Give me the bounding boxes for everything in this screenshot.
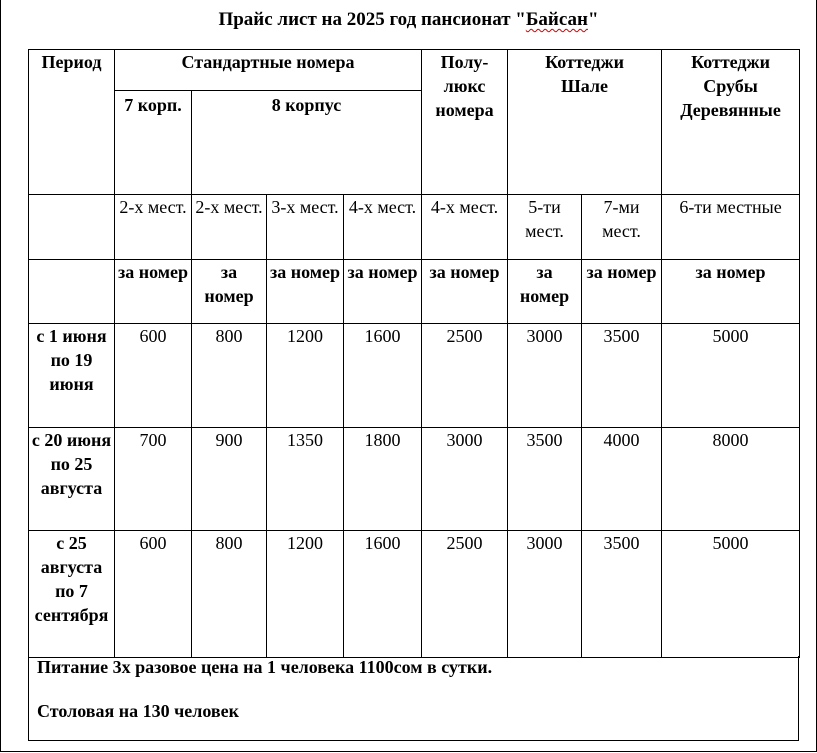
price-cell: 3000: [508, 531, 582, 658]
header-building-7: 7 корп.: [115, 91, 192, 195]
price-cell: 1350: [267, 428, 344, 531]
price-cell: 1800: [344, 428, 422, 531]
price-cell: 3000: [508, 324, 582, 428]
period-cell: с 25 августа по 7 сентября: [29, 531, 115, 658]
price-cell: 800: [192, 324, 267, 428]
document-title: Прайс лист на 2025 год пансионат "Байсан": [218, 9, 599, 30]
unit-cell: за номер: [582, 260, 662, 324]
unit-cell-empty: [29, 260, 115, 324]
capacity-cell: 5-ти мест.: [508, 195, 582, 260]
price-cell: 1600: [344, 324, 422, 428]
price-cell: 5000: [662, 324, 800, 428]
price-cell: 5000: [662, 531, 800, 658]
price-cell: 4000: [582, 428, 662, 531]
price-table: [28, 49, 800, 658]
header-standard: Стандартные номера: [115, 50, 422, 91]
unit-cell: за номер: [115, 260, 192, 324]
price-cell: 8000: [662, 428, 800, 531]
price-cell: 800: [192, 531, 267, 658]
price-cell: 3500: [508, 428, 582, 531]
unit-cell: за номер: [508, 260, 582, 324]
price-cell: 1200: [267, 531, 344, 658]
capacity-cell: 3-х мест.: [267, 195, 344, 260]
price-cell: 2500: [422, 531, 508, 658]
unit-row: [29, 260, 800, 324]
price-cell: 600: [115, 324, 192, 428]
capacity-cell: 6-ти местные: [662, 195, 800, 260]
capacity-cell-empty: [29, 195, 115, 260]
price-cell: 900: [192, 428, 267, 531]
price-row: [29, 428, 800, 531]
price-cell: 2500: [422, 324, 508, 428]
price-cell: 3000: [422, 428, 508, 531]
price-row: [29, 324, 800, 428]
capacity-cell: 4-х мест.: [344, 195, 422, 260]
period-cell: с 1 июня по 19 июня: [29, 324, 115, 428]
header-period: Период: [29, 50, 115, 195]
price-cell: 1600: [344, 531, 422, 658]
price-cell: 700: [115, 428, 192, 531]
unit-cell: за номер: [662, 260, 800, 324]
header-chalet: Коттеджи Шале: [508, 50, 662, 195]
unit-cell: за номер: [267, 260, 344, 324]
price-row: [29, 531, 800, 658]
unit-cell: за номер: [344, 260, 422, 324]
header-semi-lux: Полу- люкс номера: [422, 50, 508, 195]
unit-cell: за номер: [422, 260, 508, 324]
canteen-note: Столовая на 130 человек: [37, 701, 239, 721]
capacity-row: [29, 195, 800, 260]
price-cell: 3500: [582, 531, 662, 658]
footer-notes: [28, 656, 799, 741]
unit-cell: за номер: [192, 260, 267, 324]
capacity-cell: 7-ми мест.: [582, 195, 662, 260]
spellcheck-word: Байсан: [525, 9, 588, 30]
capacity-cell: 4-х мест.: [422, 195, 508, 260]
capacity-cell: 2-х мест.: [115, 195, 192, 260]
price-cell: 600: [115, 531, 192, 658]
header-log-cottage: Коттеджи Срубы Деревянные: [662, 50, 800, 195]
capacity-cell: 2-х мест.: [192, 195, 267, 260]
price-cell: 1200: [267, 324, 344, 428]
header-building-8: 8 корпус: [192, 91, 422, 195]
period-cell: с 20 июня по 25 августа: [29, 428, 115, 531]
meals-note: Питание 3х разовое цена на 1 человека 1100сом в сутки.: [37, 657, 493, 677]
price-cell: 3500: [582, 324, 662, 428]
